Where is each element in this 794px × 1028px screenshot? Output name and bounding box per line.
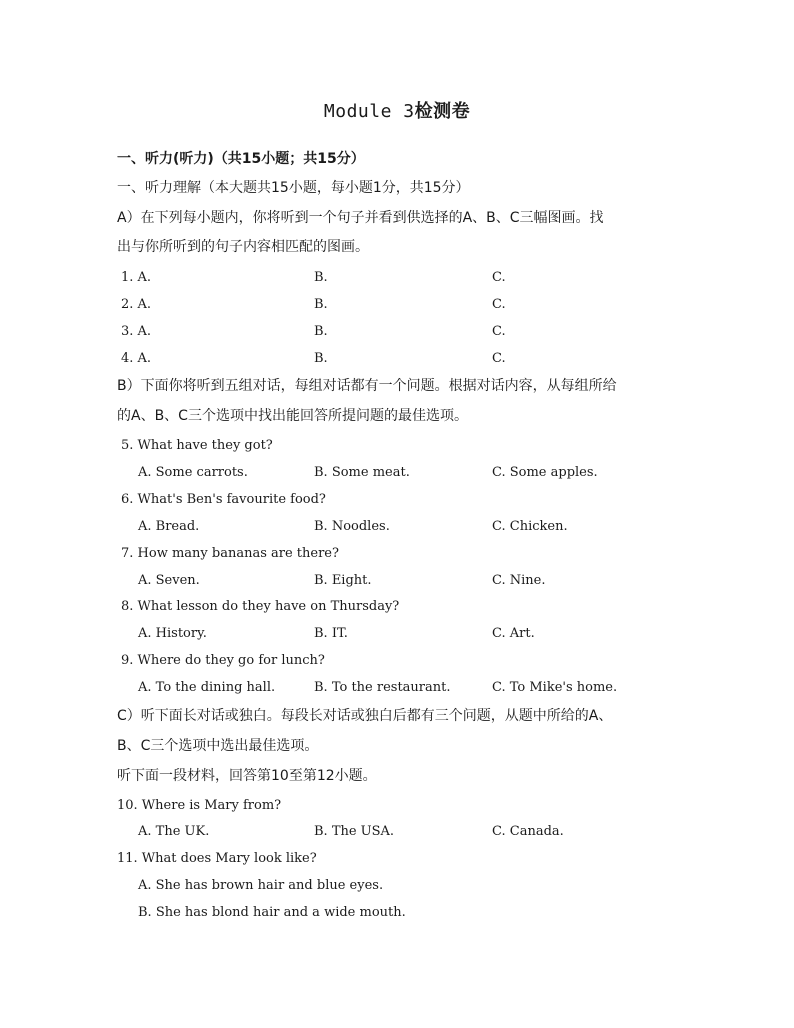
item-3-a: 3. A. — [121, 324, 152, 339]
question-9-option-a: A. To the dining hall. — [138, 680, 276, 695]
item-3-c: C. — [492, 324, 506, 339]
question-8: 8. What lesson do they have on Thursday? — [121, 599, 400, 614]
page-title — [0, 97, 794, 123]
question-7: 7. How many bananas are there? — [121, 546, 339, 561]
item-2-c: C. — [492, 297, 506, 312]
question-10-option-b: B. The USA. — [314, 824, 395, 839]
item-1-c: C. — [492, 270, 506, 285]
question-11-option-b: B. She has blond hair and a wide mouth. — [138, 905, 406, 920]
item-1-a: 1. A. — [121, 270, 152, 285]
question-6-option-b: B. Noodles. — [314, 519, 390, 534]
question-5: 5. What have they got? — [121, 438, 273, 453]
item-2-a: 2. A. — [121, 297, 152, 312]
question-7-option-c: C. Nine. — [492, 573, 546, 588]
item-4-c: C. — [492, 351, 506, 366]
part-a-instruction-line1: A）在下列每小题内，你将听到一个句子并看到供选择的A、B、C三幅图画。找 — [117, 210, 604, 226]
question-10: 10. Where is Mary from? — [117, 798, 282, 813]
item-2-b: B. — [314, 297, 328, 312]
part-intro: 一、听力理解（本大题共15小题，每小题1分，共15分） — [117, 180, 470, 196]
question-9: 9. Where do they go for lunch? — [121, 653, 325, 668]
question-9-option-b: B. To the restaurant. — [314, 680, 451, 695]
question-5-option-c: C. Some apples. — [492, 465, 598, 480]
question-10-option-c: C. Canada. — [492, 824, 564, 839]
part-c-instruction-line1: C）听下面长对话或独白。每段长对话或独白后都有三个问题，从题中所给的A、 — [117, 708, 613, 724]
question-9-option-c: C. To Mike's home. — [492, 680, 618, 695]
section-heading: 一、听力(听力)（共15小题；共15分） — [117, 151, 365, 167]
question-8-option-c: C. Art. — [492, 626, 535, 641]
title-module: Module 3 — [323, 101, 415, 122]
question-8-option-a: A. History. — [138, 626, 207, 641]
item-4-b: B. — [314, 351, 328, 366]
question-6-option-a: A. Bread. — [138, 519, 200, 534]
question-5-option-a: A. Some carrots. — [138, 465, 248, 480]
part-c-material-instruction: 听下面一段材料，回答第10至第12小题。 — [117, 768, 377, 784]
part-c-instruction-line2: B、C三个选项中选出最佳选项。 — [117, 738, 319, 754]
question-6: 6. What's Ben's favourite food? — [121, 492, 326, 507]
part-a-instruction-line2: 出与你所听到的句子内容相匹配的图画。 — [117, 239, 369, 255]
title-test: 检测卷 — [414, 101, 471, 122]
question-6-option-c: C. Chicken. — [492, 519, 568, 534]
question-11: 11. What does Mary look like? — [117, 851, 317, 866]
question-8-option-b: B. IT. — [314, 626, 348, 641]
question-5-option-b: B. Some meat. — [314, 465, 410, 480]
question-10-option-a: A. The UK. — [138, 824, 210, 839]
question-11-option-a: A. She has brown hair and blue eyes. — [138, 878, 384, 893]
item-4-a: 4. A. — [121, 351, 152, 366]
question-7-option-a: A. Seven. — [138, 573, 200, 588]
part-b-instruction-line1: B）下面你将听到五组对话，每组对话都有一个问题。根据对话内容，从每组所给 — [117, 378, 617, 394]
part-b-instruction-line2: 的A、B、C三个选项中找出能回答所提问题的最佳选项。 — [117, 408, 468, 424]
item-3-b: B. — [314, 324, 328, 339]
question-7-option-b: B. Eight. — [314, 573, 372, 588]
item-1-b: B. — [314, 270, 328, 285]
